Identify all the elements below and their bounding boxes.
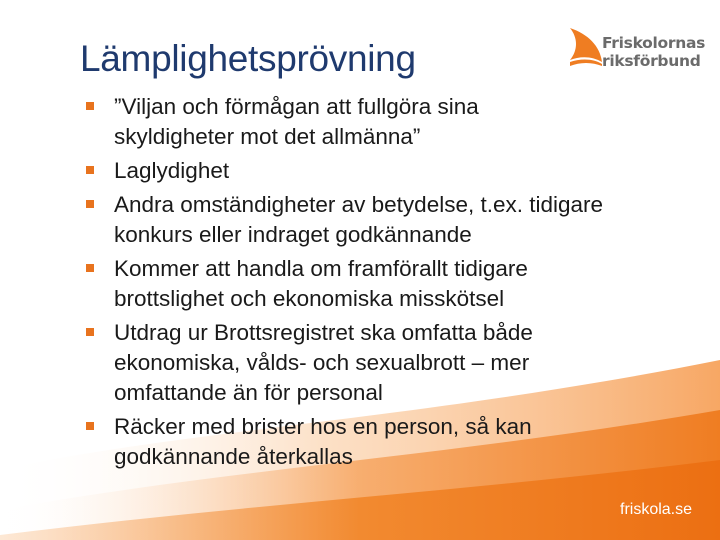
square-bullet-icon [86, 166, 94, 174]
bullet-item [84, 92, 704, 152]
logo-line-2: riksförbund [602, 52, 701, 70]
square-bullet-icon [86, 422, 94, 430]
bullet-item [84, 412, 704, 472]
bullet-text: ”Viljan och förmågan att fullgöra sina skyldigheter mot det allmänna” [114, 94, 479, 149]
footer-website: friskola.se [620, 501, 693, 518]
square-bullet-icon [86, 200, 94, 208]
sail-logo-icon [566, 26, 606, 78]
organization-logo [566, 26, 706, 78]
bullet-item [84, 318, 704, 408]
bullet-text: Kommer att handla om framförallt tidigare brottslighet och ekonomiska misskötsel [114, 256, 528, 311]
logo-wordmark [602, 34, 705, 70]
bullet-item [84, 190, 704, 250]
bullet-item [84, 156, 704, 186]
bullet-list [84, 92, 704, 476]
logo-line-1: Friskolornas [602, 34, 706, 52]
bullet-text: Räcker med brister hos en person, så kan godkännande återkallas [114, 414, 532, 469]
slide-title: Lämplighetsprövning [80, 38, 416, 79]
bullet-text: Andra omständigheter av betydelse, t.ex. tidigare konkurs eller indraget godkännande [114, 192, 604, 247]
square-bullet-icon [86, 264, 94, 272]
bullet-item [84, 254, 704, 314]
square-bullet-icon [86, 102, 94, 110]
bullet-text: Utdrag ur Brottsregistret ska omfatta både ekonomiska, vålds- och sexualbrott – mer omfattande än för personal [114, 320, 533, 405]
bullet-text: Laglydighet [114, 158, 230, 183]
square-bullet-icon [86, 328, 94, 336]
